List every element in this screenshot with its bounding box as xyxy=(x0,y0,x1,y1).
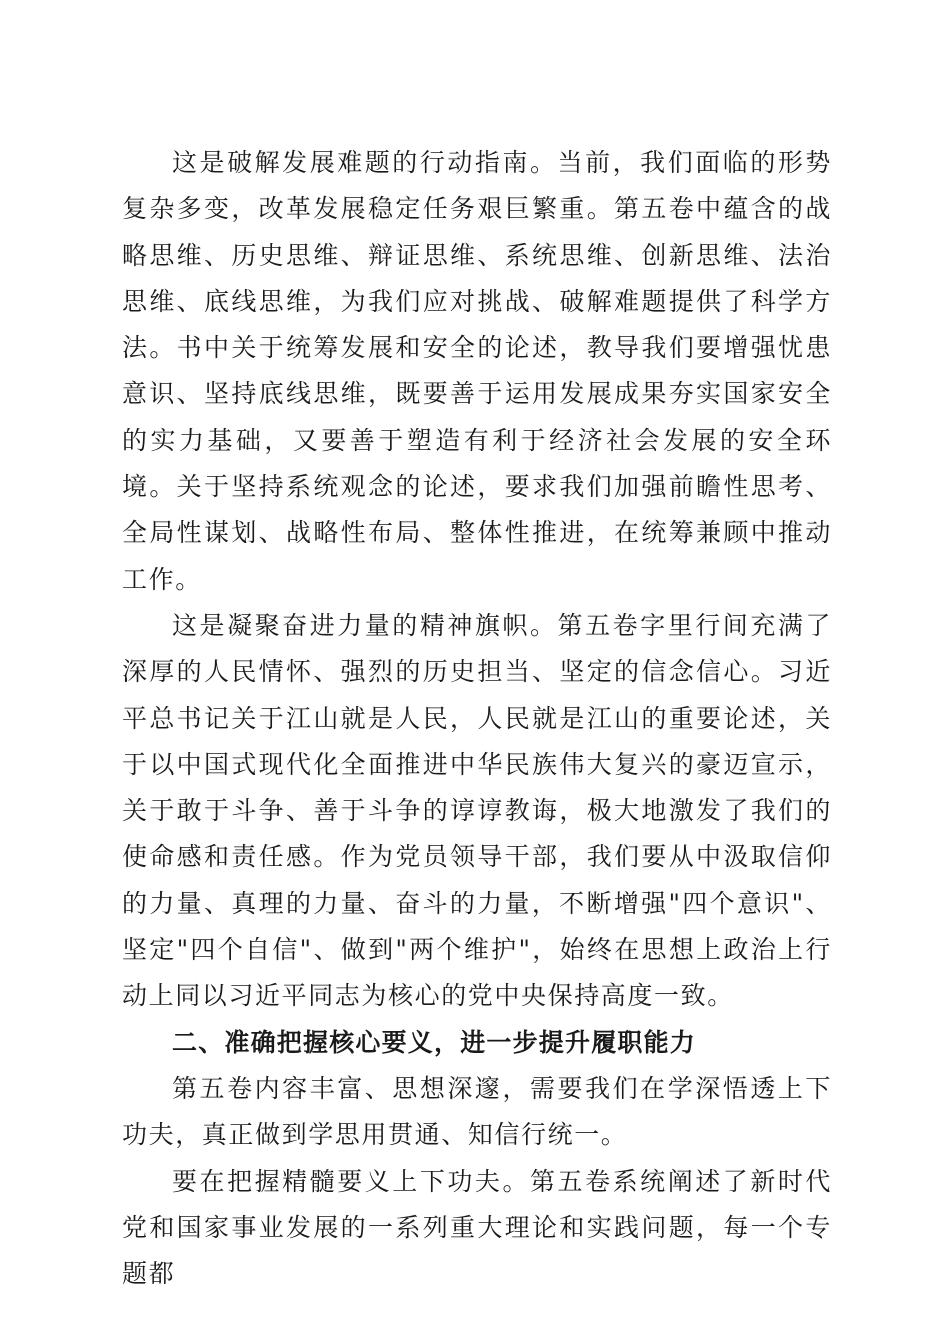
section-heading: 二、准确把握核心要义，进一步提升履职能力 xyxy=(172,1027,697,1057)
paragraph-intro: 第五卷内容丰富、思想深邃，需要我们在学深悟透上下功夫，真正做到学思用贯通、知信行统一。 xyxy=(122,1073,832,1150)
document-body xyxy=(122,140,832,1297)
paragraph-guide: 这是破解发展难题的行动指南。当前，我们面临的形势复杂多变，改革发展稳定任务艰巨繁重。第五卷中蕴含的战略思维、历史思维、辩证思维、系统思维、创新思维、法治思维、底线思维，为我们应对挑战、破解难题提供了科学方法。书中关于统筹发展和安全的论述，教导我们要增强忧患意识、坚持底线思维，既要善于运用发展成果夯实国家安全的实力基础，又要善于塑造有利于经济社会发展的安全环境。关于坚持系统观念的论述，要求我们加强前瞻性思考、全局性谋划、战略性布局、整体性推进，在统筹兼顾中推动工作。 xyxy=(122,148,832,594)
paragraph-banner: 这是凝聚奋进力量的精神旗帜。第五卷字里行间充满了深厚的人民情怀、强烈的历史担当、坚定的信念信心。习近平总书记关于江山就是人民，人民就是江山的重要论述，关于以中国式现代化全面推进中华民族伟大复兴的豪迈宣示，关于敢于斗争、善于斗争的谆谆教诲，极大地激发了我们的使命感和责任感。作为党员领导干部，我们要从中汲取信仰的力量、真理的力量、奋斗的力量，不断增强"四个意识"、坚定"四个自信"、做到"两个维护"，始终在思想上政治上行动上同以习近平同志为核心的党中央保持高度一致。 xyxy=(122,610,832,1011)
paragraph-essence: 要在把握精髓要义上下功夫。第五卷系统阐述了新时代党和国家事业发展的一系列重大理论和实践问题，每一个专题都 xyxy=(122,1166,832,1289)
